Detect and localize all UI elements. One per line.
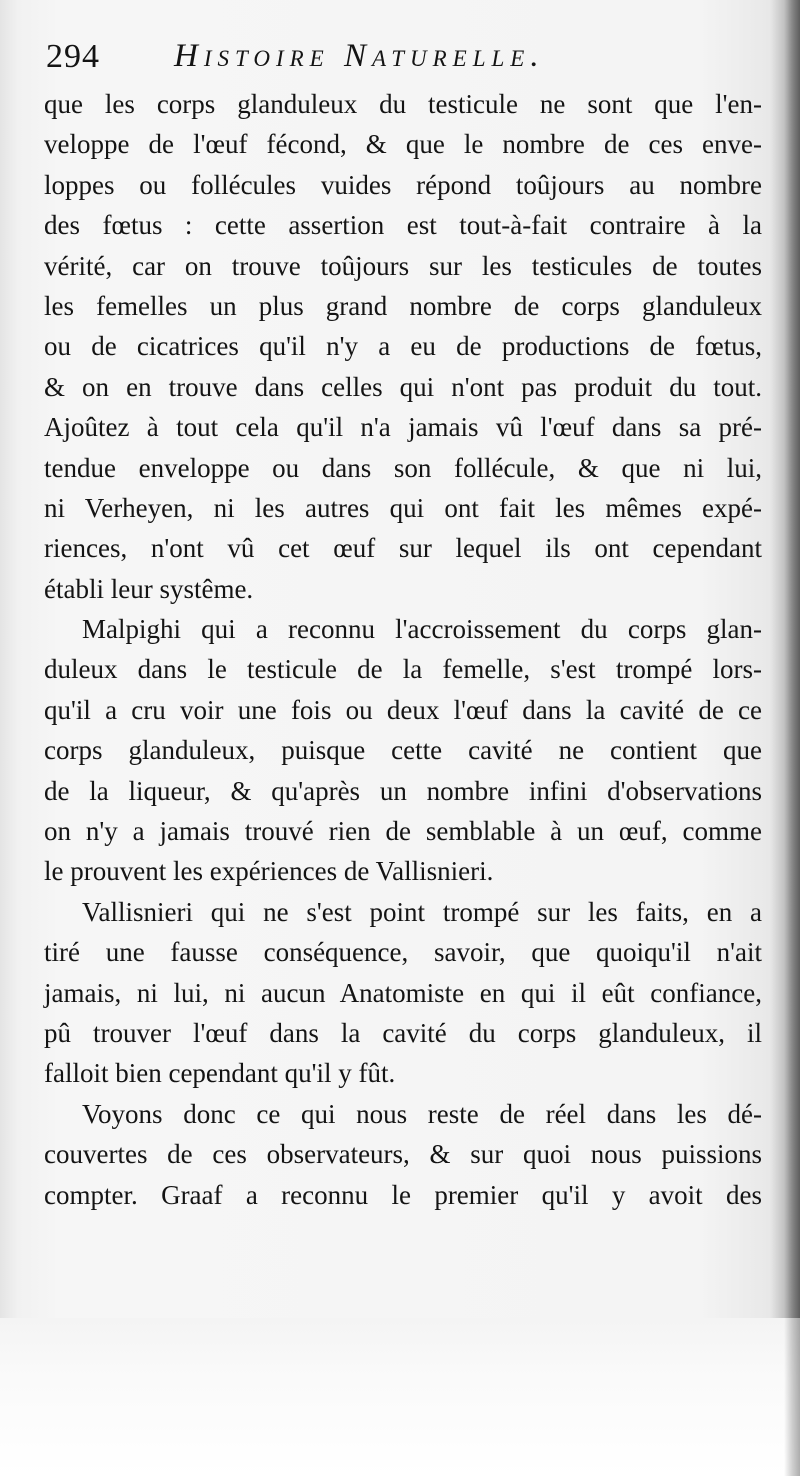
text-line: que les corps glanduleux du testicule ne sont que l'en- — [44, 89, 762, 119]
page-header — [46, 36, 766, 86]
text-line: les femelles un plus grand nombre de corps glanduleux — [44, 290, 762, 321]
running-title: Histoire Naturelle. — [174, 38, 545, 74]
text-line: riences, n'ont vû cet œuf sur lequel ils ont cependant — [44, 533, 762, 564]
page-edge-shadow — [784, 0, 800, 1476]
text-line: ou de cicatrices qu'il n'y a eu de productions de fœtus, — [44, 331, 762, 362]
page-number: 294 — [46, 38, 100, 75]
text-line: loppes ou follécules vuides répond toûjours au nombre — [44, 169, 762, 200]
text-line: corps glanduleux, puisque cette cavité ne contient que — [44, 735, 762, 766]
text-line: duleux dans le testicule de la femelle, s'est trompé lors- — [44, 654, 762, 685]
paragraph-start-line: Vallisnieri qui ne s'est point trompé sur les faits, en a — [82, 896, 762, 927]
text-line: jamais, ni lui, ni aucun Anatomiste en qui il eût confiance, — [44, 977, 762, 1008]
text-line: qu'il a cru voir une fois ou deux l'œuf dans la cavité de ce — [44, 694, 762, 725]
text-line: des fœtus : cette assertion est tout-à-fait contraire à la — [44, 210, 762, 241]
paragraph-end-line: le prouvent les expériences de Vallisnieri. — [44, 856, 494, 887]
text-line: veloppe de l'œuf fécond, & que le nombre de ces enve- — [44, 129, 762, 160]
text-line: de la liqueur, & qu'après un nombre infini d'observations — [44, 775, 762, 806]
paragraph-start-line: Voyons donc ce qui nous reste de réel dans les dé- — [82, 1098, 762, 1129]
text-line: pû trouver l'œuf dans la cavité du corps glanduleux, il — [44, 1017, 762, 1048]
text-line: tiré une fausse conséquence, savoir, que quoiqu'il n'ait — [44, 937, 762, 968]
page-bottom-margin — [0, 1318, 800, 1476]
paragraph-start-line: Malpighi qui a reconnu l'accroissement du corps glan- — [82, 614, 762, 645]
text-line: vérité, car on trouve toûjours sur les testicules de toutes — [44, 250, 762, 281]
text-line: couvertes de ces observateurs, & sur quoi nous puissions — [44, 1139, 762, 1170]
text-line: on n'y a jamais trouvé rien de semblable à un œuf, comme — [44, 816, 762, 847]
paragraph-end-line: falloit bien cependant qu'il y fût. — [44, 1058, 396, 1089]
paragraph-end-line: établi leur systême. — [44, 573, 254, 604]
body-text — [44, 84, 762, 1215]
text-line: & on en trouve dans celles qui n'ont pas produit du tout. — [44, 371, 762, 402]
text-line: ni Verheyen, ni les autres qui ont fait les mêmes expé- — [44, 492, 762, 523]
text-line: compter. Graaf a reconnu le premier qu'il y avoit des — [44, 1179, 762, 1210]
text-line: tendue enveloppe ou dans son follécule, & que ni lui, — [44, 452, 762, 483]
text-line: Ajoûtez à tout cela qu'il n'a jamais vû l'œuf dans sa pré- — [44, 412, 762, 443]
